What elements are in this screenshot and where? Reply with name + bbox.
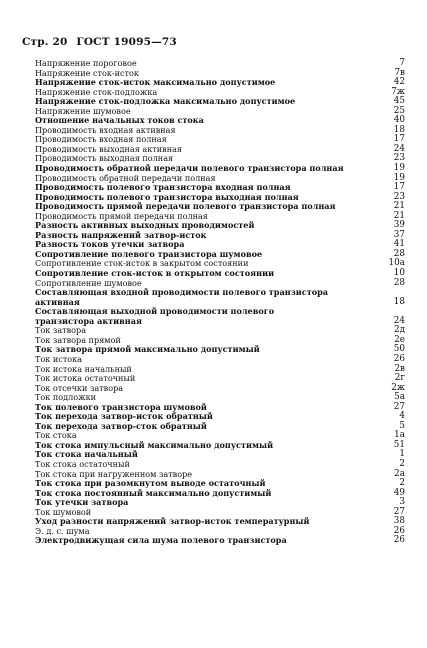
- index-entry: [35, 374, 405, 384]
- index-entry: [35, 259, 405, 269]
- entry-term: Ток стока при разомкнутом выводе остаточный: [35, 479, 266, 489]
- index-entry: [35, 450, 405, 460]
- index-entry: [35, 88, 405, 98]
- entry-term: Проводимость прямой передачи полная: [35, 211, 208, 221]
- entry-page-number: 10: [393, 268, 405, 279]
- index-entry: [35, 164, 405, 174]
- entry-page-number: 18: [393, 296, 405, 307]
- entry-term: Ток стока начальный: [35, 450, 138, 460]
- entry-term: Ток стока: [35, 431, 77, 441]
- index-entry: [35, 470, 405, 480]
- index-entry: [35, 193, 405, 203]
- index-entry: [35, 288, 405, 307]
- entry-page-number: 7: [399, 58, 405, 68]
- entry-term: Отношение начальных токов стока: [35, 116, 204, 126]
- entry-page-number: 40: [393, 115, 405, 126]
- index-entry: [35, 536, 405, 546]
- index-entry: [35, 508, 405, 518]
- entry-term: Разность активных выходных проводимостей: [35, 221, 255, 231]
- index-entry: [35, 498, 405, 508]
- entry-page-number: 19: [393, 172, 405, 183]
- entry-page-number: 1а: [394, 430, 405, 441]
- entry-term: Составляющая выходной проводимости полевого транзистора активная: [35, 307, 275, 326]
- index-entry: [35, 431, 405, 441]
- index-entry: [35, 250, 405, 260]
- entry-term: Проводимость обратной передачи полная: [35, 173, 216, 183]
- entry-term: Напряжение пороговое: [35, 59, 137, 68]
- entry-term: Ток перехода затвор-сток обратный: [35, 421, 207, 431]
- entry-term: Ток подложки: [35, 393, 97, 403]
- entry-term: Разность токов утечки затвора: [35, 240, 185, 250]
- entry-page-number: 37: [393, 229, 405, 240]
- index-entry: [35, 355, 405, 365]
- entry-page-number: 5: [399, 420, 405, 431]
- index-entry: [35, 460, 405, 470]
- entry-page-number: 19: [393, 163, 405, 174]
- entry-page-number: 25: [393, 105, 405, 116]
- entry-term: Ток отсечки затвора: [35, 383, 124, 393]
- index-entry: [35, 479, 405, 489]
- index-entry: [35, 517, 405, 527]
- index-entry: [35, 240, 405, 250]
- entry-term: Проводимость входная полная: [35, 135, 167, 145]
- entry-page-number: 4: [399, 411, 405, 422]
- standard-code: ГОСТ 19095—73: [76, 36, 177, 48]
- index-entry: [35, 212, 405, 222]
- index-entry: [35, 307, 405, 326]
- index-entry: [35, 59, 405, 69]
- page-header: [22, 36, 182, 48]
- entry-page-number: 28: [393, 248, 405, 259]
- entry-term: Э. д. с. шума: [35, 526, 90, 536]
- index-entry: [35, 126, 405, 136]
- entry-term: Ток полевого транзистора шумовой: [35, 402, 207, 412]
- entry-term: Ток стока постоянный максимально допустимый: [35, 488, 272, 498]
- index-entry: [35, 527, 405, 537]
- entry-term: Проводимость входная активная: [35, 125, 176, 135]
- entry-page-number: 24: [393, 315, 405, 326]
- entry-term: Напряжение шумовое: [35, 106, 131, 116]
- entry-term: Уход разности напряжений затвор-исток температурный: [35, 517, 310, 527]
- entry-term: Проводимость прямой передачи полевого транзистора полная: [35, 202, 336, 212]
- index-entry: [35, 183, 405, 193]
- entry-term: Ток утечки затвора: [35, 498, 129, 508]
- entry-page-number: 2в: [394, 363, 405, 374]
- entry-page-number: 17: [393, 182, 405, 193]
- entry-term: Напряжение сток-подложка: [35, 87, 158, 97]
- entry-term: Ток затвора прямой максимально допустимый: [35, 345, 260, 355]
- entry-page-number: 42: [393, 77, 405, 88]
- index-entry: [35, 326, 405, 336]
- entry-term: Составляющая входной проводимости полевого транзистора активная: [35, 288, 329, 307]
- index-entry: [35, 174, 405, 184]
- index-entry: [35, 365, 405, 375]
- index-entry: [35, 269, 405, 279]
- entry-page-number: 27: [393, 506, 405, 517]
- index-entry: [35, 393, 405, 403]
- index-entry: [35, 412, 405, 422]
- index-entry: [35, 69, 405, 79]
- entry-page-number: 23: [393, 191, 405, 202]
- entry-page-number: 41: [393, 239, 405, 250]
- entry-term: Ток шумовой: [35, 507, 92, 517]
- entry-page-number: 39: [393, 220, 405, 231]
- entry-term: Напряжение сток-подложка максимально допустимое: [35, 97, 296, 107]
- entry-page-number: 1: [399, 449, 405, 460]
- entry-page-number: 24: [393, 143, 405, 154]
- entry-page-number: 27: [393, 401, 405, 412]
- entry-term: Сопротивление полевого транзистора шумовое: [35, 249, 263, 259]
- entry-term: Ток стока при нагруженном затворе: [35, 469, 193, 479]
- entry-term: Напряжение сток-исток максимально допустимое: [35, 78, 276, 88]
- entry-page-number: 2е: [394, 334, 405, 345]
- entry-term: Ток истока начальный: [35, 364, 132, 374]
- index-entry: [35, 384, 405, 394]
- entry-term: Ток стока остаточный: [35, 459, 130, 469]
- entry-page-number: 18: [393, 124, 405, 135]
- index-entry: [35, 221, 405, 231]
- entry-page-number: 26: [393, 525, 405, 536]
- entry-page-number: 2ж: [391, 382, 405, 393]
- entry-page-number: 3: [399, 497, 405, 508]
- entry-term: Сопротивление сток-исток в закрытом состоянии: [35, 259, 249, 269]
- index-entry: [35, 154, 405, 164]
- entry-term: Разность напряжений затвор-исток: [35, 230, 207, 240]
- index-entry: [35, 107, 405, 117]
- entry-term: Сопротивление сток-исток в открытом состоянии: [35, 269, 275, 279]
- entry-page-number: 2: [399, 458, 405, 469]
- entry-page-number: 26: [393, 353, 405, 364]
- entry-page-number: 5а: [394, 392, 405, 403]
- entry-term: Сопротивление шумовое: [35, 278, 142, 288]
- index-entry: [35, 489, 405, 499]
- entry-term: Ток перехода затвор-исток обратный: [35, 412, 213, 422]
- entry-term: Проводимость обратной передачи полевого транзистора полная: [35, 164, 344, 174]
- index-entry: [35, 403, 405, 413]
- entry-term: Проводимость полевого транзистора выходная полная: [35, 192, 299, 202]
- entry-page-number: 17: [393, 134, 405, 145]
- index-entry: [35, 336, 405, 346]
- entry-page-number: 45: [393, 96, 405, 107]
- entry-page-number: 10а: [388, 258, 405, 269]
- entry-term: Проводимость выходная полная: [35, 154, 174, 164]
- entry-term: Ток затвора: [35, 326, 87, 336]
- entry-page-number: 2д: [393, 325, 405, 336]
- entry-page-number: 2г: [394, 373, 405, 384]
- entry-page-number: 26: [393, 535, 405, 546]
- entry-term: Ток затвора прямой: [35, 335, 121, 345]
- entry-page-number: 7ж: [391, 86, 405, 97]
- entry-page-number: 38: [393, 516, 405, 527]
- index-entry: [35, 97, 405, 107]
- index-entry: [35, 78, 405, 88]
- entry-page-number: 28: [393, 277, 405, 288]
- index-entry: [35, 345, 405, 355]
- entry-term: Электродвижущая сила шума полевого транзистора: [35, 536, 287, 546]
- entry-term: Напряжение сток-исток: [35, 68, 139, 78]
- entry-term: Ток стока импульсный максимально допустимый: [35, 440, 274, 450]
- index-entry: [35, 441, 405, 451]
- entry-term: Проводимость выходная активная: [35, 144, 183, 154]
- entry-page-number: 21: [393, 201, 405, 212]
- entry-term: Ток истока: [35, 354, 83, 364]
- entry-page-number: 2а: [394, 468, 405, 479]
- entry-page-number: 23: [393, 153, 405, 164]
- entry-term: Ток истока остаточный: [35, 374, 136, 384]
- index-entry: [35, 116, 405, 126]
- entry-term: Проводимость полевого транзистора входная полная: [35, 183, 291, 193]
- index-entry: [35, 422, 405, 432]
- term-index-list: [35, 59, 405, 546]
- index-entry: [35, 135, 405, 145]
- index-entry: [35, 145, 405, 155]
- index-entry: [35, 202, 405, 212]
- entry-page-number: 2: [399, 478, 405, 489]
- page-number: Стр. 20: [22, 36, 68, 48]
- entry-page-number: 49: [393, 487, 405, 498]
- entry-page-number: 21: [393, 210, 405, 221]
- index-entry: [35, 231, 405, 241]
- entry-page-number: 7в: [394, 67, 405, 78]
- index-entry: [35, 279, 405, 289]
- entry-page-number: 50: [393, 344, 405, 355]
- entry-page-number: 51: [393, 439, 405, 450]
